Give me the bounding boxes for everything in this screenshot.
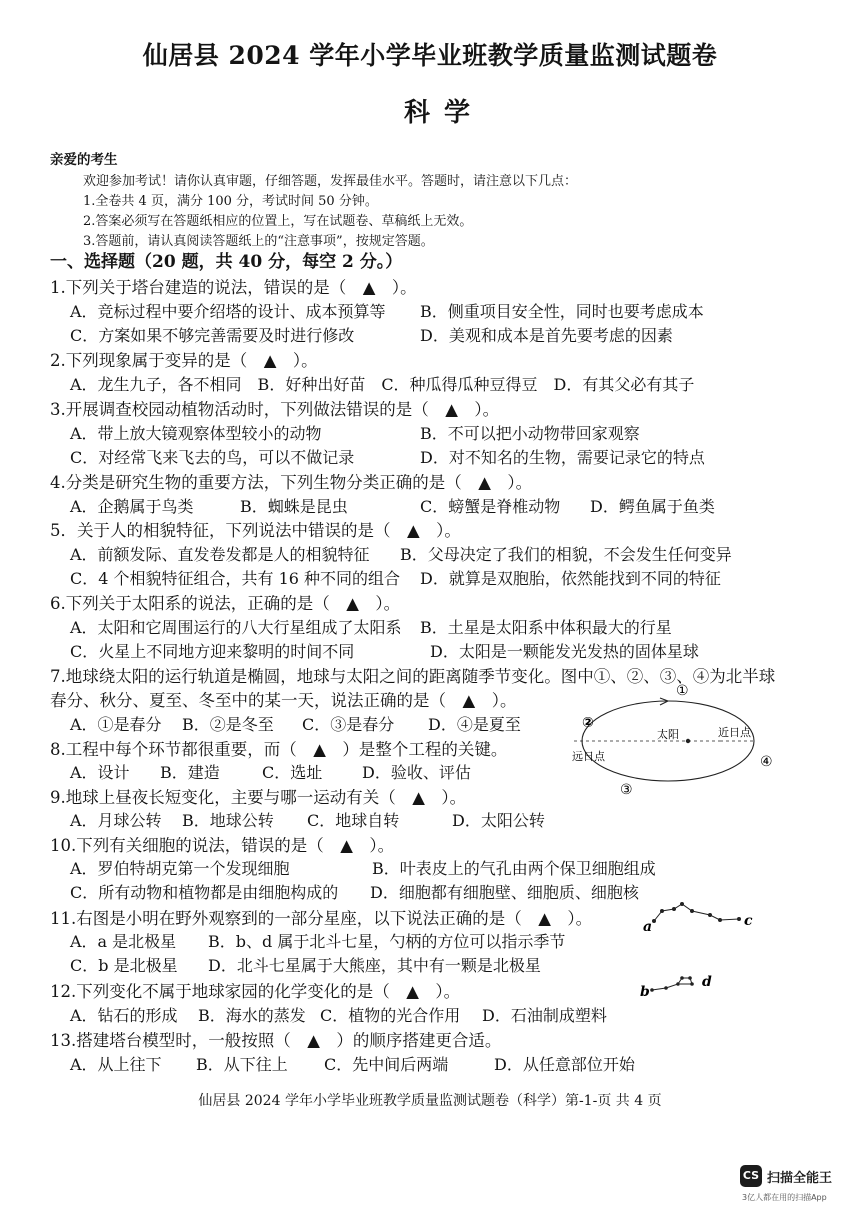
q9-option-a: A．月球公转 (70, 811, 162, 830)
q5-option-c: C．4 个相貌特征组合，共有 16 种不同的组合 (70, 569, 401, 588)
orbit-point-2: ② (582, 715, 594, 731)
q5-option-a: A．前额发际、直发卷发都是人的相貌特征 (70, 545, 370, 564)
q11-option-b: B．b、d 属于北斗七星，勺柄的方位可以指示季节 (208, 932, 566, 951)
q7-option-c: C．③是春分 (302, 715, 395, 734)
q11-option-c: C．b 是北极星 (70, 956, 178, 975)
q7-option-d: D．④是夏至 (428, 715, 521, 734)
q10-option-d: D．细胞都有细胞壁、细胞质、细胞核 (370, 883, 639, 902)
question-9: 9.地球上昼夜长短变化，主要与哪一运动有关（ ▲ ）。 (50, 788, 467, 807)
q8-option-d: D．验收、评估 (362, 763, 471, 782)
q8-option-a: A．设计 (70, 763, 130, 782)
question-1: 1.下列关于塔台建造的说法，错误的是（ ▲ ）。 (50, 278, 417, 297)
exam-title: 仙居县 2024 学年小学毕业班教学质量监测试题卷 (142, 41, 718, 70)
question-7-line-2: 春分、秋分、夏至、冬至中的某一天，说法正确的是（ ▲ ）。 (50, 691, 517, 710)
earth-orbit-diagram (560, 680, 785, 805)
section-heading: 一、选择题（20 题，共 40 分，每空 2 分。） (50, 252, 403, 272)
q4-option-b: B．蜘蛛是昆虫 (240, 497, 348, 516)
question-7-line-1: 7.地球绕太阳的运行轨道是椭圆，地球与太阳之间的距离随季节变化。图中①、②、③、④为北半球 (50, 667, 776, 686)
star-label-c: c (744, 913, 753, 929)
q10-option-a: A．罗伯特胡克第一个发现细胞 (70, 859, 290, 878)
q3-option-a: A．带上放大镜观察体型较小的动物 (70, 424, 322, 443)
q12-option-a: A．钻石的形成 (70, 1006, 178, 1025)
note-3: 3.答题前，请认真阅读答题纸上的“注意事项”，按规定答题。 (83, 234, 434, 249)
q12-option-d: D．石油制成塑料 (482, 1006, 607, 1025)
question-2: 2.下列现象属于变异的是（ ▲ ）。 (50, 351, 318, 370)
note-2: 2.答案必须写在答题纸相应的位置上，写在试题卷、草稿纸上无效。 (83, 214, 473, 229)
question-10: 10.下列有关细胞的说法，错误的是（ ▲ ）。 (50, 836, 395, 855)
note-intro: 欢迎参加考试！请你认真审题，仔细答题，发挥最佳水平。答题时，请注意以下几点： (83, 174, 578, 189)
q5-option-b: B．父母决定了我们的相貌，不会发生任何变异 (400, 545, 732, 564)
perihelion-label: 近日点 (718, 726, 751, 739)
q13-option-d: D．从任意部位开始 (494, 1055, 635, 1074)
q9-option-d: D．太阳公转 (452, 811, 545, 830)
orbit-point-3: ③ (620, 782, 633, 798)
big-dipper-figure (636, 898, 760, 946)
q3-option-c: C．对经常飞来飞去的鸟，可以不做记录 (70, 448, 355, 467)
q9-option-c: C．地球自转 (307, 811, 400, 830)
orbit-point-1: ① (676, 683, 689, 699)
q13-option-b: B．从下往上 (196, 1055, 288, 1074)
question-12: 12.下列变化不属于地球家园的化学变化的是（ ▲ ）。 (50, 982, 461, 1001)
q13-option-a: A．从上往下 (70, 1055, 162, 1074)
question-13: 13.搭建塔台模型时，一般按照（ ▲ ）的顺序搭建更合适。 (50, 1031, 502, 1050)
q9-option-b: B．地球公转 (182, 811, 274, 830)
q7-option-a: A．①是春分 (70, 715, 162, 734)
q12-option-b: B．海水的蒸发 (198, 1006, 306, 1025)
q6-option-b: B．土星是太阳系中体积最大的行星 (420, 618, 672, 637)
q10-option-b: B．叶表皮上的气孔由两个保卫细胞组成 (372, 859, 656, 878)
question-4: 4.分类是研究生物的重要方法，下列生物分类正确的是（ ▲ ）。 (50, 473, 533, 492)
star-label-d: d (702, 974, 712, 990)
scanner-tagline: 3亿人都在用的扫描App (742, 1193, 827, 1202)
q4-option-d: D．鳄鱼属于鱼类 (590, 497, 715, 516)
sun-label: 太阳 (657, 728, 679, 741)
q3-option-b: B．不可以把小动物带回家观察 (420, 424, 640, 443)
q10-option-c: C．所有动物和植物都是由细胞构成的 (70, 883, 339, 902)
q6-option-c: C．火星上不同地方迎来黎明的时间不同 (70, 642, 355, 661)
aphelion-label: 远日点 (572, 750, 605, 763)
page-footer: 仙居县 2024 学年小学毕业班教学质量监测试题卷（科学）第-1-页 共 4 页 (198, 1093, 662, 1109)
q11-option-a: A．a 是北极星 (70, 932, 177, 951)
q2-options: A．龙生九子，各不相同 B．好种出好苗 C．种瓜得瓜种豆得豆 D．有其父必有其子 (70, 375, 695, 394)
scanner-app-name: 扫描全能王 (767, 1171, 833, 1186)
orbit-point-4: ④ (760, 754, 773, 770)
q8-option-b: B．建造 (160, 763, 220, 782)
question-6: 6.下列关于太阳系的说法，正确的是（ ▲ ）。 (50, 594, 401, 613)
little-dipper-figure (636, 968, 726, 1004)
q8-option-c: C．选址 (262, 763, 323, 782)
star-label-b: b (640, 984, 650, 1000)
q5-option-d: D．就算是双胞胎，依然能找到不同的特征 (420, 569, 721, 588)
q6-option-d: D．太阳是一颗能发光发热的固体星球 (430, 642, 699, 661)
q4-option-c: C．螃蟹是脊椎动物 (420, 497, 561, 516)
q11-option-d: D．北斗七星属于大熊座，其中有一颗是北极星 (208, 956, 541, 975)
q1-option-c: C．方案如果不够完善需要及时进行修改 (70, 326, 355, 345)
greeting: 亲爱的考生 (50, 152, 118, 168)
question-8: 8.工程中每个环节都很重要，而（ ▲ ）是整个工程的关键。 (50, 740, 508, 759)
note-1: 1.全卷共 4 页，满分 100 分，考试时间 50 分钟。 (83, 194, 378, 209)
q13-option-c: C．先中间后两端 (324, 1055, 449, 1074)
q4-option-a: A．企鹅属于鸟类 (70, 497, 194, 516)
q7-option-b: B．②是冬至 (182, 715, 274, 734)
star-label-a: a (643, 919, 653, 935)
subject-title: 科学 (403, 98, 484, 128)
q3-option-d: D．对不知名的生物，需要记录它的特点 (420, 448, 705, 467)
q1-option-d: D．美观和成本是首先要考虑的因素 (420, 326, 673, 345)
question-5: 5．关于人的相貌特征，下列说法中错误的是（ ▲ ）。 (50, 521, 461, 540)
question-3: 3.开展调查校园动植物活动时，下列做法错误的是（ ▲ ）。 (50, 400, 500, 419)
q1-option-b: B．侧重项目安全性，同时也要考虑成本 (420, 302, 704, 321)
q12-option-c: C．植物的光合作用 (320, 1006, 461, 1025)
question-11: 11.右图是小明在野外观察到的一部分星座，以下说法正确的是（ ▲ ）。 (50, 909, 593, 928)
q6-option-a: A．太阳和它周围运行的八大行星组成了太阳系 (70, 618, 402, 637)
q1-option-a: A．竞标过程中要介绍塔的设计、成本预算等 (70, 302, 386, 321)
cs-logo-icon: CS (740, 1165, 762, 1187)
